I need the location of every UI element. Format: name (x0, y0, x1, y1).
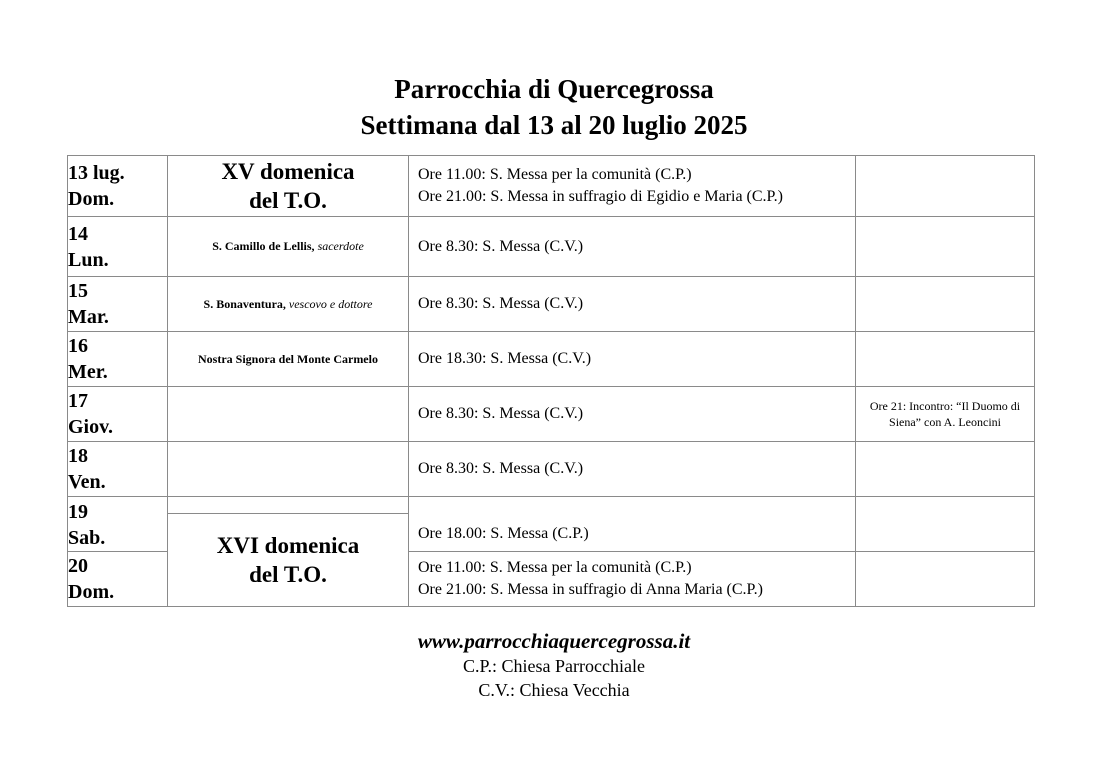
mass-cell (409, 497, 856, 552)
feast-title: vescovo e dottore (288, 296, 373, 311)
feast-cell (168, 217, 409, 277)
day-cell: 16 Mer. (68, 332, 168, 387)
mass-cell (409, 442, 856, 497)
day-cell: 18 Ven. (68, 442, 168, 497)
event-cell (856, 552, 1035, 607)
mass-line: Ore 18.30: S. Messa (C.V.) (418, 350, 592, 367)
mass-line: Ore 8.30: S. Messa (C.V.) (418, 460, 584, 477)
day-cell: 13 lug. Dom. (68, 156, 168, 217)
mass-line: Ore 18.00: S. Messa (C.P.) (418, 525, 589, 542)
table-row (68, 277, 1035, 332)
mass-cell (409, 156, 856, 217)
mass-cell (409, 552, 856, 607)
table-row (68, 156, 1035, 217)
feast-cell: XV domenica del T.O. (168, 156, 409, 217)
feast-cell (168, 387, 409, 442)
day-cell: 14 Lun. (68, 217, 168, 277)
day-cell: 15 Mar. (68, 277, 168, 332)
day-cell: 20 Dom. (68, 552, 168, 607)
mass-cell (409, 332, 856, 387)
mass-cell (409, 217, 856, 277)
event-cell (856, 442, 1035, 497)
mass-line: Ore 8.30: S. Messa (C.V.) (418, 237, 584, 255)
feast-cell (168, 442, 409, 497)
mass-line: Ore 11.00: S. Messa per la comunità (C.P.) (418, 166, 692, 183)
legend-cp: C.P.: Chiesa Parrocchiale (463, 656, 645, 676)
mass-cell (409, 277, 856, 332)
feast-saint: S. Bonaventura, (203, 296, 286, 311)
feast-saint: Nostra Signora del Monte Carmelo (198, 351, 378, 366)
feast-cell (168, 332, 409, 387)
table-row (68, 497, 1035, 514)
page-title: Parrocchia di Quercegrossa (394, 74, 714, 104)
table-row (68, 217, 1035, 277)
legend-cv: C.V.: Chiesa Vecchia (478, 680, 630, 700)
schedule-table (67, 155, 1035, 607)
table-row (68, 387, 1035, 442)
page-subtitle: Settimana dal 13 al 20 luglio 2025 (360, 110, 748, 140)
feast-saint: S. Camillo de Lellis, (212, 239, 315, 253)
day-cell: 19 Sab. (68, 497, 168, 552)
mass-cell (409, 387, 856, 442)
table-row (68, 442, 1035, 497)
feast-cell (168, 497, 409, 514)
event-cell (856, 217, 1035, 277)
event-cell (856, 497, 1035, 552)
day-cell: 17 Giov. (68, 387, 168, 442)
table-row (68, 332, 1035, 387)
feast-title: sacerdote (317, 239, 364, 253)
mass-line: Ore 8.30: S. Messa (C.V.) (418, 295, 584, 312)
website-link[interactable]: www.parrocchiaquercegrossa.it (417, 629, 691, 653)
mass-line: Ore 21.00: S. Messa in suffragio di Egidio e Maria (C.P.) (418, 188, 783, 205)
event-cell (856, 156, 1035, 217)
mass-line: Ore 21.00: S. Messa in suffragio di Anna Maria (C.P.) (418, 581, 763, 598)
feast-cell (168, 277, 409, 332)
mass-line: Ore 11.00: S. Messa per la comunità (C.P.) (418, 559, 692, 576)
event-cell (856, 332, 1035, 387)
event-cell: Ore 21: Incontro: “Il Duomo di Siena” con A. Leoncini (856, 387, 1035, 442)
mass-line: Ore 8.30: S. Messa (C.V.) (418, 405, 584, 422)
feast-cell: XVI domenica del T.O. (168, 514, 409, 607)
event-cell (856, 277, 1035, 332)
